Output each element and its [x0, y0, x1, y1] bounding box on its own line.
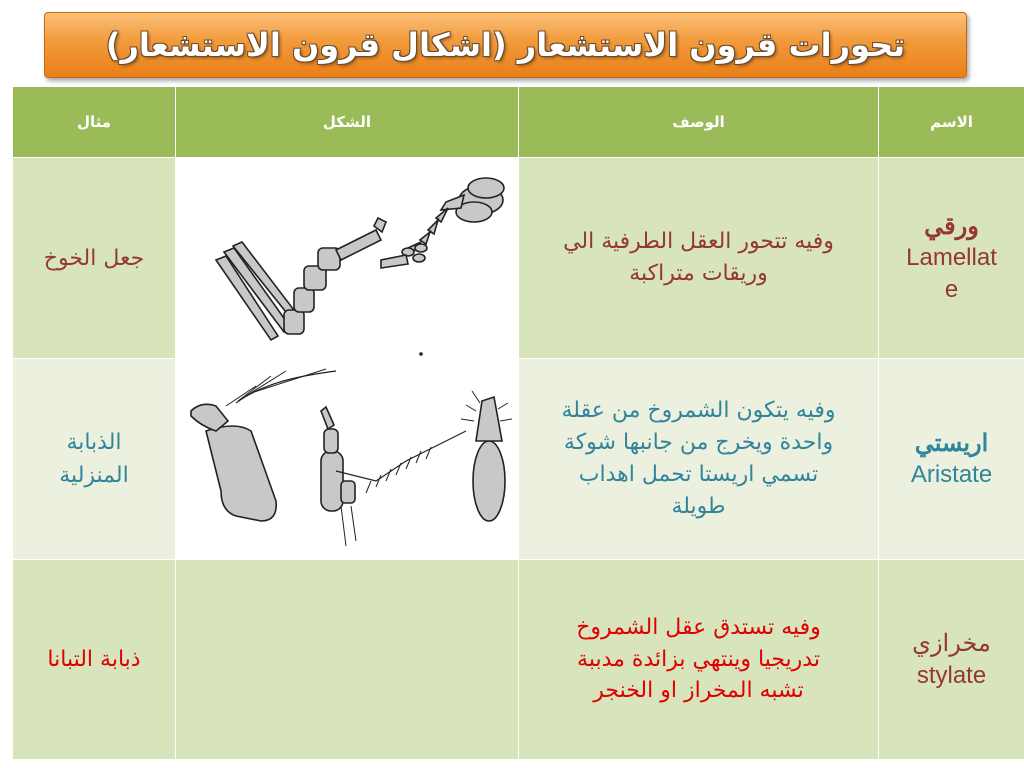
name-text: [879, 628, 1024, 690]
table-row: [13, 158, 1024, 359]
header-name: الاسم: [879, 87, 1024, 158]
page-title: تحورات قرون الاستشعار (اشكال قرون الاستشعار): [105, 26, 906, 64]
description-line: تسمي اريستا تحمل اهداب: [578, 462, 819, 487]
antenna-table: [12, 86, 1024, 760]
header-example: مثال: [13, 87, 176, 158]
description-text: [519, 395, 878, 523]
example-line: جعل الخوخ: [43, 245, 145, 271]
example-text: [13, 242, 175, 275]
example-cell: [13, 158, 176, 359]
example-line: الذبابة: [66, 430, 122, 455]
description-line: واحدة ويخرج من جانبها شوكة: [563, 430, 834, 456]
name-arabic: مخرازي: [912, 630, 991, 658]
name-english: e: [944, 275, 959, 303]
header-shape: الشكل: [176, 87, 519, 158]
example-line: ذبابة التبانا: [47, 647, 141, 672]
example-line: المنزلية: [59, 463, 129, 488]
name-arabic: اريستي: [914, 429, 989, 457]
description-line: طويلة: [671, 493, 726, 519]
name-text: [879, 211, 1024, 305]
name-cell: [879, 560, 1024, 760]
description-line: تشبه المخراز او الخنجر: [593, 678, 804, 704]
description-line: وريقات متراكبة: [629, 261, 768, 286]
header-row: [13, 87, 1024, 158]
description-cell: [519, 158, 879, 359]
shape-cell: [176, 158, 519, 359]
description-cell: [519, 560, 879, 760]
description-text: [519, 612, 878, 708]
lamellate-antenna-figure: [176, 160, 519, 356]
shape-cell: [176, 560, 519, 760]
example-cell: [13, 359, 176, 560]
table-row: [13, 359, 1024, 560]
example-cell: [13, 560, 176, 760]
name-english: Lamellat: [906, 244, 997, 272]
name-arabic: ورقي: [924, 213, 979, 241]
description-line: وفيه تتحور العقل الطرفية الي: [563, 229, 834, 255]
example-text: [13, 643, 175, 676]
name-english: stylate: [916, 661, 987, 689]
name-english: Aristate: [910, 461, 993, 488]
name-text: [879, 428, 1024, 490]
description-text: [519, 226, 878, 290]
title-banner: [44, 12, 967, 78]
description-line: وفيه يتكون الشمروخ من عقلة: [561, 398, 836, 424]
description-cell: [519, 359, 879, 560]
shape-cell: [176, 359, 519, 560]
description-line: وفيه تستدق عقل الشمروخ: [576, 614, 821, 640]
table-row: [13, 560, 1024, 760]
description-line: تدريجيا وينتهي بزائدة مدببة: [577, 646, 820, 672]
name-cell: [879, 158, 1024, 359]
example-text: [13, 426, 175, 492]
header-description: الوصف: [519, 87, 879, 158]
name-cell: [879, 359, 1024, 560]
aristate-antenna-figure: [176, 361, 519, 557]
